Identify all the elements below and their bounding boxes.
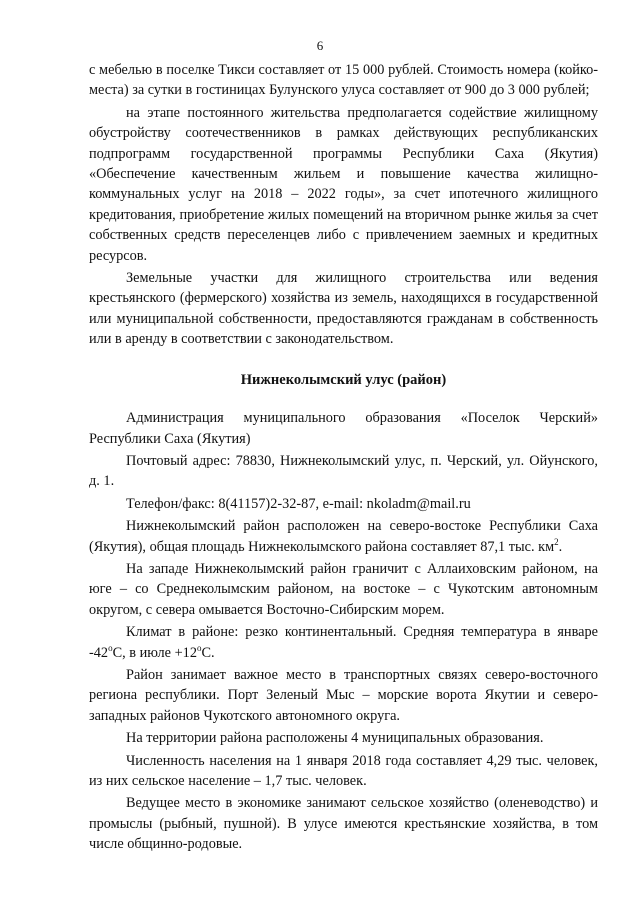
climate-text-3: С. xyxy=(201,644,215,661)
area-text: Нижнеколымский район расположен на северо-востоке Республики Саха (Якутия), общая площадь Нижнеколымского района составляет 87,1 тыс. км xyxy=(89,518,598,555)
section-title: Нижнеколымский улус (район) xyxy=(240,371,447,388)
climate-degree-1: о xyxy=(108,642,113,653)
paragraph-area xyxy=(89,516,598,557)
climate-text-2: С, в июле +12 xyxy=(112,644,197,661)
paragraph-climate xyxy=(89,622,598,663)
paragraph-housing-support: на этапе постоянного жительства предполагается содействие жилищному обустройству соотечественников в рамках действующих республиканских подпрограмм государственной программы Республики Саха (Якутия) «Обеспечение качественным жильем и повышение качества жилищно-коммунальных услуг на 2018 – 2022 годы», за счет ипотечного жилищного кредитования, приобретение жилых помещений на вторичном рынке жилья за счет собственных средств переселенцев либо с привлечением заемных и кредитных ресурсов. xyxy=(89,104,598,264)
climate-text-1: Климат в районе: резко континентальный. Средняя температура в январе -42 xyxy=(89,624,598,661)
paragraph-phone: Телефон/факс: 8(41157)2-32-87, e-mail: nkoladm@mail.ru xyxy=(126,495,471,512)
paragraph-transport: Район занимает важное место в транспортных связях северо-восточного региона республики. Порт Зеленый Мыс – морские ворота Якутии и северо-западных районов Чукотского автономного округа. xyxy=(89,666,598,724)
paragraph-administration: Администрация муниципального образования «Поселок Черский» Республики Саха (Якутия) xyxy=(89,410,598,447)
paragraph-postal-address: Почтовый адрес: 78830, Нижнеколымский улус, п. Черский, ул. Ойунского, д. 1. xyxy=(89,452,598,490)
page-number: 6 xyxy=(316,38,324,53)
paragraph-borders: На западе Нижнеколымский район граничит с Аллаиховским районом, на юге – со Среднеколымским районом, на востоке – с Чукотским автономным округом, с севера омывается Восточно-Сибирским морем. xyxy=(89,560,598,618)
area-superscript: 2 xyxy=(554,536,559,547)
area-end: . xyxy=(558,538,563,555)
document-body xyxy=(89,60,598,855)
paragraph-population: Численность населения на 1 января 2018 года составляет 4,29 тыс. человек, из них сельское население – 1,7 тыс. человек. xyxy=(89,752,598,789)
climate-degree-2: о xyxy=(196,642,202,653)
paragraph-land-plots: Земельные участки для жилищного строительства или ведения крестьянского (фермерского) хозяйства из земель, находящихся в государственной или муниципальной собственности, предоставляются гражданам в собственность или в аренду в соответствии с законодательством. xyxy=(89,270,598,348)
paragraph-economy: Ведущее место в экономике занимают сельское хозяйство (оленеводство) и промыслы (рыбный, пушной). В улусе имеются крестьянские хозяйства, в том числе общинно-родовые. xyxy=(89,795,598,853)
paragraph-hotel-cost: с мебелью в поселке Тикси составляет от 15 000 рублей. Стоимость номера (койко-места) за сутки в гостиницах Булунского улуса составляет от 900 до 3 000 рублей; xyxy=(89,62,598,99)
paragraph-municipalities: На территории района расположены 4 муниципальных образования. xyxy=(126,730,544,747)
